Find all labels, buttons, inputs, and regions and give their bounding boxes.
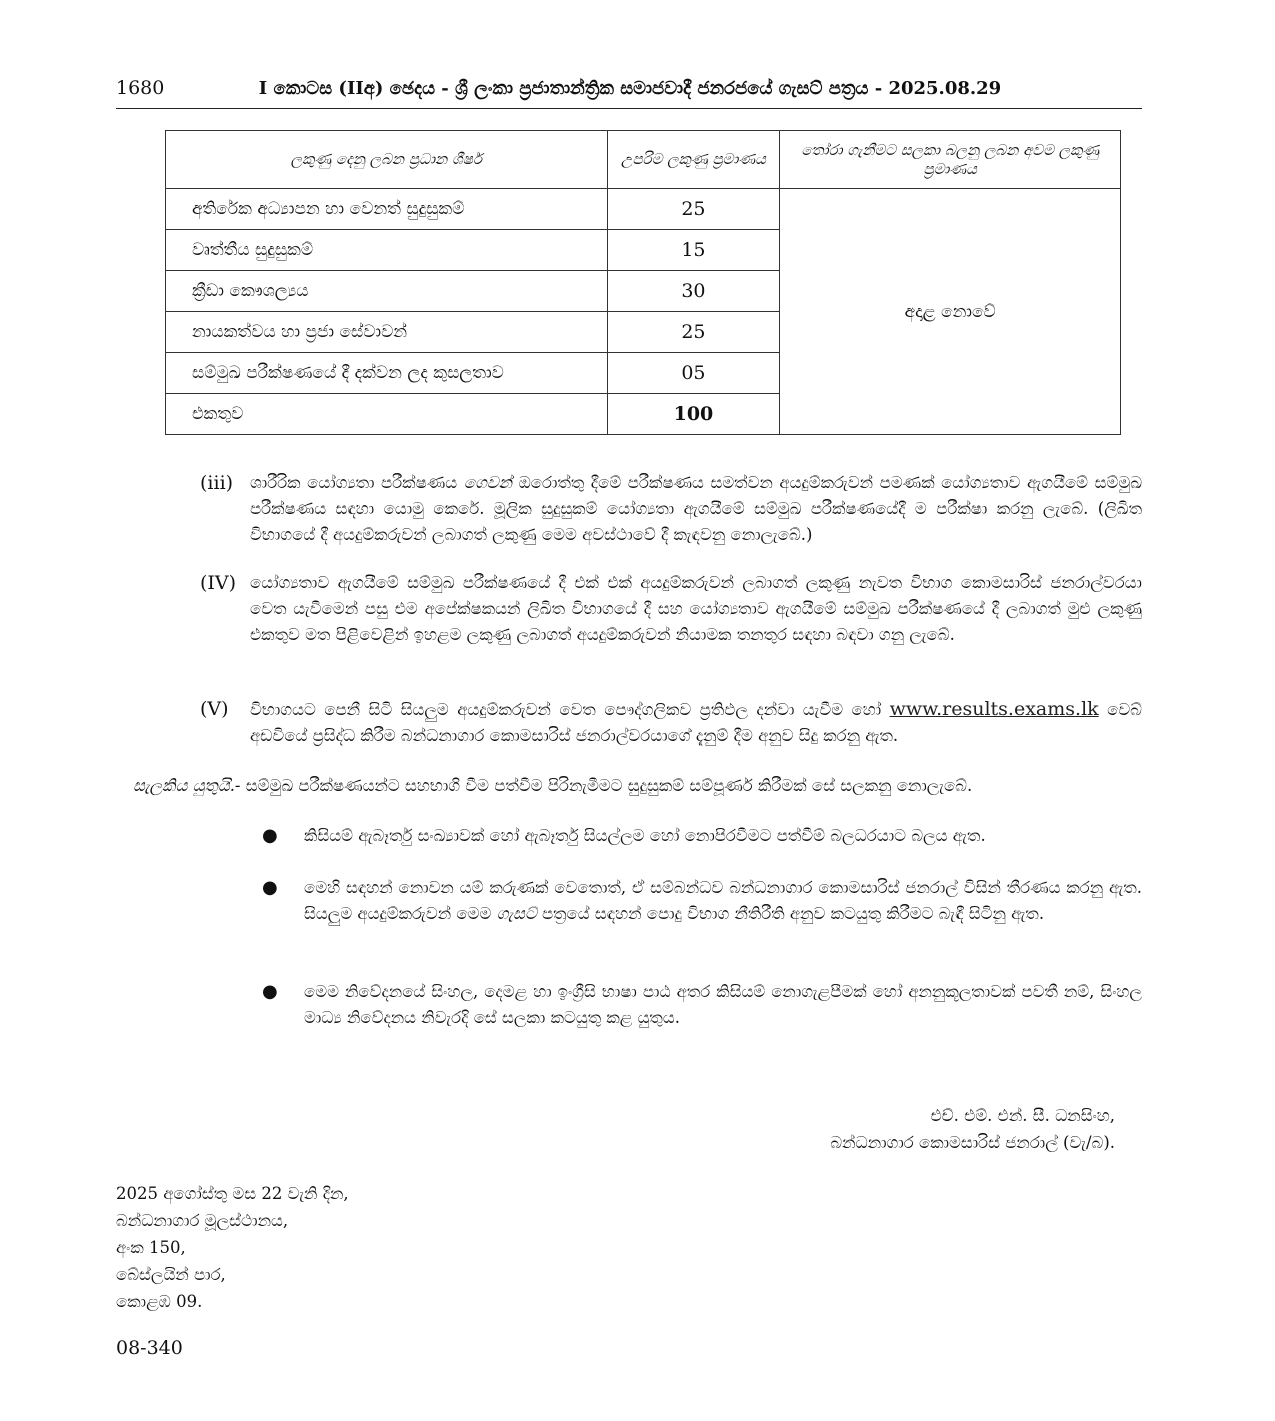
note-text: සම්මුඛ පරීක්ෂණයන්ට සහභාගි වීම පත්වීම පිරිනැමීමට සුදුසුකම් සම්පූර්ණ කිරීමක් සේ සලකනු නොලැබේ.: [240, 776, 973, 795]
table-header-row: [166, 131, 1121, 189]
address-block: [116, 1180, 349, 1315]
bullet-icon: ●: [262, 825, 278, 846]
signature-block: [830, 1102, 1115, 1156]
bullet-text: [304, 875, 1142, 927]
paragraph-italic-text: ගෙවන්: [463, 473, 513, 492]
bullet-item: [262, 823, 1142, 849]
row-max: 25: [607, 189, 780, 230]
min-marks-merged-cell: අදාළ නොවේ: [780, 189, 1121, 435]
total-label: එකතුව: [166, 394, 608, 435]
bullet-text: කිසියම් ඇබෑර්තු සංඛ්‍යාවක් හෝ ඇබෑර්තු සියල්ලම හෝ නොපිරවීමට පත්වීම් බලධරයාට බලය ඇත.: [304, 826, 986, 845]
address-line: බේස්ලයින් පාර,: [116, 1265, 226, 1284]
paragraph-text: ඔරොත්තු දීමේ පරීක්ෂණය සමත්වන අයදුම්කරුවන් පමණක් යෝග්‍යතාව ඇගයීමේ සම්මුඛ පරීක්ෂණය සඳහා යොමු කෙරේ. මූලික සුදුසුකම් යෝග්‍යතා ඇගයීමේ සම්මුඛ පරීක්ෂණයේදී ම පරීක්ෂා කරනු ලැබේ. (ලිඛිත විභාගයේ දී අයදුම්කරුවන් ලබාගත් ලකුණු මෙම අවස්ථාවේ දී කැඳවනු නොලැබේ.): [250, 473, 1142, 544]
row-max: 05: [607, 353, 780, 394]
address-line: අංක 150,: [116, 1238, 186, 1257]
row-criteria: නායකත්වය හා ප්‍රජා සේවාවන්: [166, 312, 608, 353]
column-header-max-marks: උපරිම ලකුණු ප්‍රමාණය: [607, 131, 780, 189]
paragraph-iv: [200, 570, 1142, 648]
row-criteria: වෘත්තීය සුදුසුකම්: [166, 230, 608, 271]
column-header-criteria: ලකුණු දෙනු ලබන ප්‍රධාන ශීර්ෂ: [166, 131, 608, 189]
marks-table: [165, 130, 1121, 435]
table-row: [166, 189, 1121, 230]
bullet-item: [262, 979, 1142, 1031]
paragraph-text: ශාරීරික යෝග්‍යතා පරීක්ෂණය: [250, 473, 464, 492]
signatory-name: එච්. එම්. එන්. සී. ධනසිංහ,: [930, 1106, 1115, 1125]
row-max: 30: [607, 271, 780, 312]
paragraph-label: (IV): [200, 572, 237, 594]
page-number: 1680: [116, 77, 165, 99]
bullet-icon: ●: [262, 877, 278, 898]
bullet-item: [262, 875, 1142, 927]
paragraph-label: (iii): [200, 472, 234, 494]
paragraph-iii: [200, 470, 1142, 548]
column-header-min-marks: තෝරා ගැනීමට සලකා බලනු ලබන අවම ලකුණු ප්‍රමාණය: [780, 131, 1121, 189]
row-max: 15: [607, 230, 780, 271]
paragraph-label: (V): [200, 698, 229, 720]
reference-number: 08-340: [116, 1337, 183, 1359]
header-rule: [116, 108, 1142, 109]
bullet-icon: ●: [262, 981, 278, 1002]
paragraph-body: [250, 696, 1142, 749]
row-criteria: සම්මුඛ පරීක්ෂණයේ දී දක්වන ලද කුසලතාව: [166, 353, 608, 394]
bullet-text-part: පත්‍රයේ සඳහන් පොදු විභාග නීතිරීති අනුව කටයුතු කිරීමට බැඳී සිටිනු ඇත.: [536, 904, 1045, 923]
paragraph-body: [250, 470, 1142, 548]
row-criteria: ක්‍රීඩා කෞශල්‍යය: [166, 271, 608, 312]
row-criteria: අතිරේක අධ්‍යාපන හා වෙනත් සුදුසුකම්: [166, 189, 608, 230]
signatory-title: බන්ධනාගාර කොමසාරිස් ජනරාල් (වැ/බ).: [830, 1133, 1115, 1152]
bullet-text-part: මෙහි සඳහන් නොවන යම් කරුණක් වෙතොත්, ඒ සම්බන්ධව බන්ධනාගාර කොමසාරිස් ජනරාල් විසින් තීරණය කරනු ඇත. සියලුම අයදුම්කරුවන් මෙම: [304, 878, 1142, 923]
bullet-text: මෙම නිවේදනයේ සිංහල, දෙමළ හා ඉංග්‍රීසි භාෂා පාඨ අතර කිසියම් නොගැළපීමක් හෝ අනනුකූලතාවක් පවතී නම්, සිංහල මාධ්‍ය නිවේදනය නිවැරදි සේ සලකා කටයුතු කළ යුතුය.: [304, 982, 1142, 1027]
row-max: 25: [607, 312, 780, 353]
total-value: 100: [607, 394, 780, 435]
address-line: බන්ධනාගාර මූලස්ථානය,: [116, 1211, 289, 1230]
results-website-link[interactable]: www.results.exams.lk: [889, 698, 1099, 720]
paragraph-text: විභාගයට පෙනී සිටි සියලුම අයදුම්කරුවන් වෙත පෞද්ගලිකව ප්‍රතිඵල දන්වා යැවීම හෝ: [250, 700, 890, 719]
page-header-title: I කොටස (IIඅ) ඡෙදය - ශ්‍රී ලංකා ප්‍රජාතාන්ත්‍රික සමාජවාදී ජනරජයේ ගැසට් පත්‍රය - 2025.08.29: [258, 78, 1002, 99]
address-line: කොළඹ 09.: [116, 1292, 203, 1311]
paragraph-text: වෙබ් අඩවියේ ප්‍රසිද්ධ කිරීම බන්ධනාගාර කොමසාරිස් ජනරාල්වරයාගේ දැනුම් දීම අනුව සිදු කරනු ඇත.: [250, 700, 1142, 745]
note: [133, 773, 1143, 799]
note-label: සැලකිය යුතුයි.-: [133, 776, 241, 795]
date-line: 2025 අගෝස්තු මස 22 වැනි දින,: [116, 1184, 349, 1203]
paragraph-v: [200, 696, 1142, 749]
paragraph-body: යෝග්‍යතාව ඇගයීමේ සම්මුඛ පරීක්ෂණයේ දී එක් එක් අයදුම්කරුවන් ලබාගත් ලකුණු නැවත විභාග කොමසාරිස් ජනරාල්වරයා වෙත යැවීමෙන් පසු එම අපේක්ෂකයන් ලිඛිත විභාගයේ දී සහ යෝග්‍යතාව ඇගයීමේ සම්මුඛ පරීක්ෂණයේ දී ලබාගත් මුළු ලකුණු එකතුව මත පිළිවෙළින් ඉහළම ලකුණු ලබාගත් අයදුම්කරුවන් නියාමක තනතුර සඳහා බඳවා ගනු ලැබේ.: [250, 573, 1142, 644]
bullet-italic-text: ගැසට්: [496, 904, 537, 923]
